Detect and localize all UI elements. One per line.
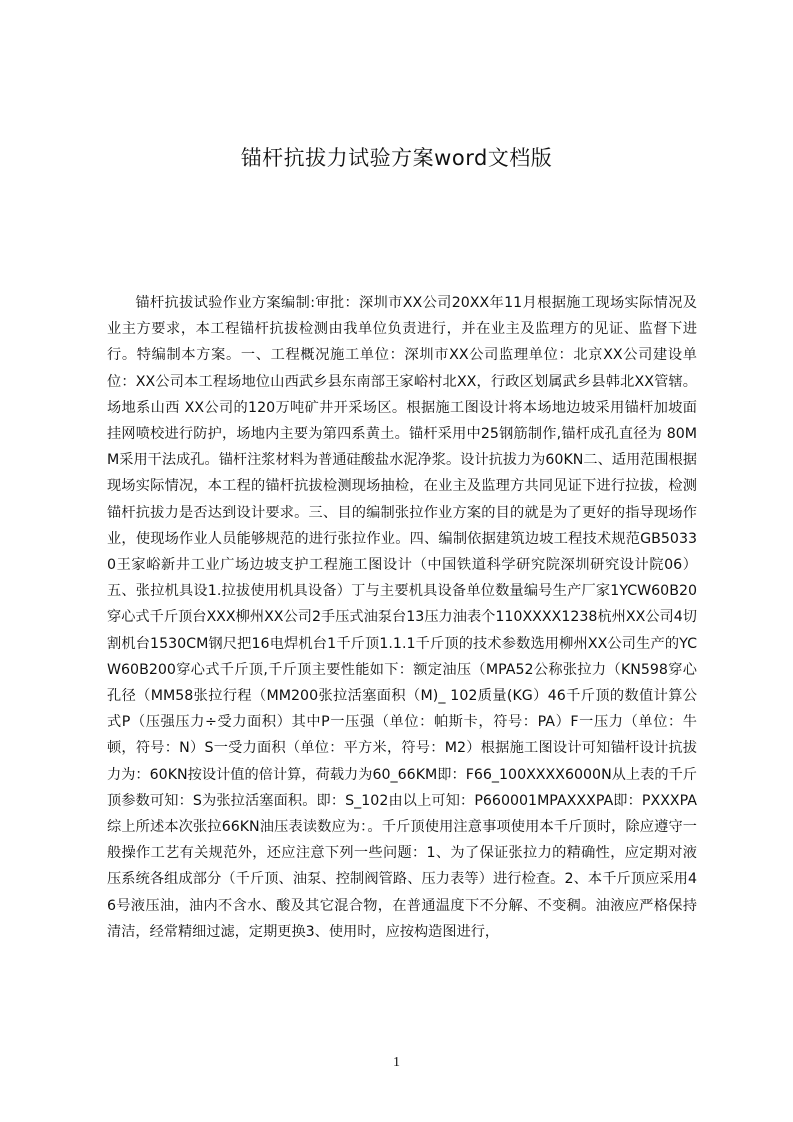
document-body-paragraph: 锚杆抗拔试验作业方案编制:审批：深圳市XX公司20XX年11月根据施工现场实际情况及业主方要求，本工程锚杆抗拔检测由我单位负责进行，并在业主及监理方的见证、监督下进行。特编制本方案。一、工程概况施工单位：深圳市XX公司监理单位：北京XX公司建设单位：XX公司本工程场地位山西武乡县东南部王家峪村北XX，行政区划属武乡县韩北XX管辖。场地系山西 XX公司的120万吨矿井开采场区。根据施工图设计将本场地边坡采用锚杆加坡面挂网喷校进行防护，场地内主要为第四系黄土。锚杆采用中25钢筋制作,锚杆成孔直径为 80MM采用干法成孔。锚杆注浆材料为普通硅酸盐水泥净浆。设计抗拔力为60KN二、适用范围根据现场实际情况，本工程的锚杆抗拔检测现场抽检，在业主及监理方共同见证下进行拉拔，检测锚杆抗拔力是否达到设计要求。三、目的编制张拉作业方案的目的就是为了更好的指导现场作业，使现场作业人员能够规范的进行张拉作业。四、编制依据建筑边坡工程技术规范GB50330王家峪新井工业广场边坡支护工程施工图设计（中国铁道科学研究院深圳研究设计院06）五、张拉机具设1.拉拔使用机具设备）丁与主要机具设备单位数量编号生产厂家1YCW60B20穿心式千斤顶台XXX柳州XX公司2手压式油泵台13压力油表个110XXXX1238杭州XX公司4切割机台1530CM钢尺把16电焊机台1千斤顶1.1.1千斤顶的技术参数选用柳州XX公司生产的YCW60B200穿心式千斤顶,千斤顶主要性能如下：额定油压（MPA52公称张拉力（KN598穿心孔径（MM58张拉行程（MM200张拉活塞面积（M)_ 102质量(KG）46千斤顶的数值计算公式P（压强压力÷受力面积）其中P一压强（单位：帕斯卡，符号：PA）F一压力（单位：牛顿，符号：N）S一受力面积（单位：平方米，符号：M2）根据施工图设计可知锚杆设计抗拔力为：60KN按设计值的倍计算，荷载力为60_66KM即：F66_100XXXX6000N从上表的千斤顶参数可知：S为张拉活塞面积。即：S_102由以上可知：P660001MPAXXXPA即：PXXXPA综上所述本次张拉66KN油压表读数应为：。千斤顶使用注意事项使用本千斤顶时，除应遵守一般操作工艺有关规范外，还应注意下列一些问题：1、为了保证张拉力的精确性，应定期对液压系统各组成部分（千斤顶、油泵、控制阀管路、压力表等）进行检查。2、本千斤顶应采用46号液压油，油内不含水、酸及其它混合物，在普通温度下不分解、不变稠。油液应严格保持清洁，经常精细过滤，定期更换3、使用时，应按构造图进行， xyxy=(107,295,697,940)
document-title: 锚杆抗拔力试验方案word文档版 xyxy=(240,146,553,170)
page-number: 1 xyxy=(393,1055,400,1070)
